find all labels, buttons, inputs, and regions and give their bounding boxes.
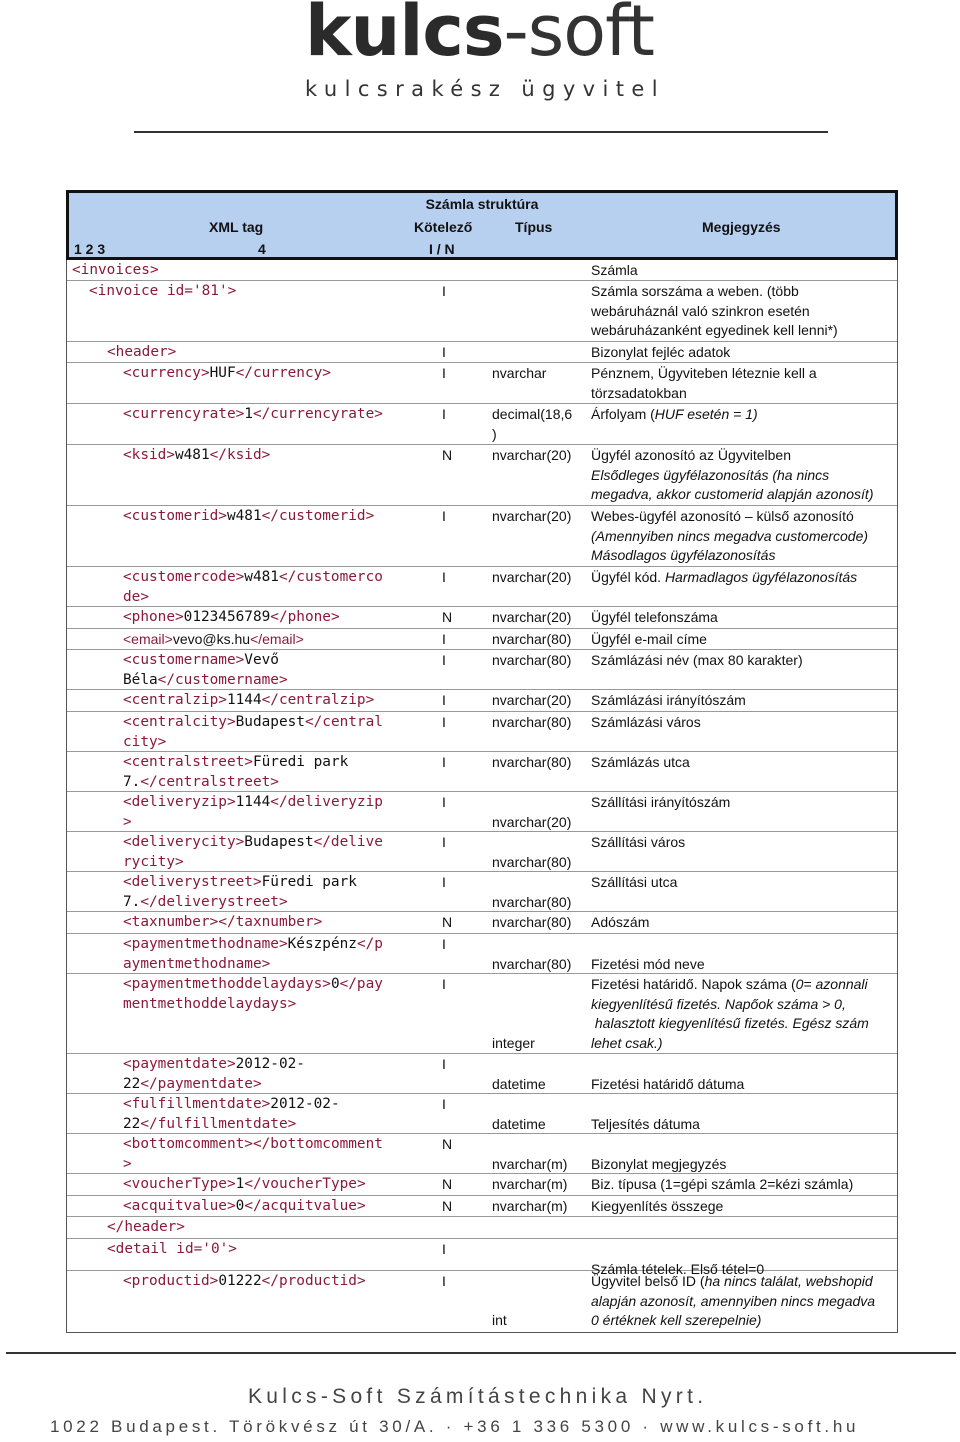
required-flag: I bbox=[442, 569, 446, 585]
xml-tag: <email>vevo@ks.hu</email> bbox=[123, 631, 304, 647]
table-title: Számla struktúra bbox=[425, 196, 539, 212]
note: Bizonylat fejléc adatok bbox=[591, 344, 731, 360]
note: Fizetési határidő dátuma bbox=[591, 1075, 745, 1092]
data-type: nvarchar(80) bbox=[492, 853, 572, 870]
col-required: Kötelező bbox=[414, 219, 473, 235]
note bbox=[591, 446, 897, 505]
table-row bbox=[67, 260, 897, 281]
table-row bbox=[67, 445, 897, 506]
required-flag: I bbox=[442, 1273, 446, 1289]
xml-tag: <customercode>w481</customerco de> bbox=[123, 569, 383, 605]
note: Ügyfél telefonszáma bbox=[591, 609, 718, 625]
table-row bbox=[67, 1217, 897, 1239]
note: Számlázási irányítószám bbox=[591, 692, 746, 708]
table-row bbox=[67, 934, 897, 974]
note: Számla bbox=[591, 262, 638, 278]
table-row bbox=[67, 712, 897, 752]
structure-table bbox=[66, 190, 898, 1333]
note: Pénznem, Ügyviteben léteznie kell a törzsadatokban bbox=[591, 365, 817, 401]
note-text: Árfolyam ( bbox=[591, 406, 655, 422]
required-flag: I bbox=[442, 1096, 446, 1112]
footer-company: Kulcs-Soft Számítástechnika Nyrt. bbox=[248, 1385, 708, 1408]
required-flag: I bbox=[442, 344, 446, 360]
required-flag: I bbox=[442, 652, 446, 668]
table-row bbox=[67, 690, 897, 712]
table-row bbox=[67, 1054, 897, 1094]
table-row bbox=[67, 506, 897, 567]
header-divider bbox=[134, 131, 828, 133]
table-row bbox=[67, 1094, 897, 1134]
data-type: int bbox=[492, 1312, 507, 1328]
xml-tag: <paymentdate>2012-02- 22</paymentdate> bbox=[123, 1056, 305, 1092]
xml-tag: <voucherType>1</voucherType> bbox=[123, 1176, 366, 1192]
data-type: datetime bbox=[492, 1075, 546, 1092]
note: Számlázási név (max 80 karakter) bbox=[591, 652, 803, 668]
required-flag: N bbox=[442, 1136, 453, 1152]
required-flag: N bbox=[442, 609, 453, 625]
data-type: nvarchar(20) bbox=[492, 609, 572, 625]
col-required-values: I / N bbox=[429, 241, 455, 257]
note bbox=[591, 507, 897, 566]
xml-tag: </header> bbox=[107, 1219, 185, 1235]
required-flag: I bbox=[442, 794, 446, 810]
note-text: Webes-ügyfél azonosító – külső azonosító bbox=[591, 508, 854, 524]
table-row bbox=[67, 629, 897, 650]
note: Szállítási város bbox=[591, 834, 686, 850]
note: Biz. típusa (1=gépi számla 2=kézi számla) bbox=[591, 1176, 854, 1192]
note: Ügyfél e-mail címe bbox=[591, 631, 707, 647]
table-row bbox=[67, 1239, 897, 1277]
xml-tag: <centralstreet>Füredi park 7.</centralstreet> bbox=[123, 754, 349, 790]
required-flag: I bbox=[442, 406, 446, 422]
required-flag: I bbox=[442, 1056, 446, 1072]
xml-tag: <acquitvalue>0</acquitvalue> bbox=[123, 1198, 366, 1214]
required-flag: I bbox=[442, 754, 446, 770]
note: Számlázás utca bbox=[591, 754, 690, 770]
note: Kiegyenlítés összege bbox=[591, 1198, 724, 1214]
table-row bbox=[67, 650, 897, 690]
required-flag: I bbox=[442, 508, 446, 524]
xml-tag: <deliverystreet>Füredi park 7.</deliverystreet> bbox=[123, 874, 357, 910]
required-flag: I bbox=[442, 936, 446, 952]
note: Számla sorszáma a weben. (több webáruháznál való szinkron esetén webáruházanként egyedinek kell lenni*) bbox=[591, 283, 838, 338]
data-type: nvarchar(20) bbox=[492, 813, 572, 830]
table-row bbox=[67, 607, 897, 629]
required-flag: I bbox=[442, 365, 446, 381]
table-row bbox=[67, 1196, 897, 1217]
required-flag: I bbox=[442, 976, 446, 992]
xml-tag: <currencyrate>1</currencyrate> bbox=[123, 406, 383, 422]
data-type: nvarchar(80) bbox=[492, 754, 572, 770]
table-row bbox=[67, 567, 897, 607]
col-level4: 4 bbox=[258, 241, 266, 257]
xml-tag: <bottomcomment></bottomcomment > bbox=[123, 1136, 383, 1172]
logo-tagline: kulcsrakész ügyvitel bbox=[305, 77, 665, 101]
table-row bbox=[67, 1271, 897, 1332]
required-flag: I bbox=[442, 874, 446, 890]
xml-tag: <taxnumber></taxnumber> bbox=[123, 914, 323, 930]
data-type: nvarchar(m) bbox=[492, 1176, 568, 1192]
note-text: Ügyfél kód. bbox=[591, 569, 665, 585]
data-type: nvarchar bbox=[492, 365, 547, 381]
note: Adószám bbox=[591, 914, 650, 930]
logo-wordmark: kulcs-soft bbox=[305, 0, 654, 72]
note-italic: (Amennyiben nincs megadva customercode) Másodlagos ügyfélazonosítás bbox=[591, 527, 869, 563]
note: Szállítási irányítószám bbox=[591, 794, 731, 810]
table-row bbox=[67, 832, 897, 872]
xml-tag: <invoice id='81'> bbox=[89, 283, 237, 299]
note: Számla tételek. Első tétel=0 bbox=[591, 1260, 765, 1277]
table-row bbox=[67, 281, 897, 342]
note-text: Ügyfél azonosító az Ügyvitelben bbox=[591, 447, 791, 463]
note-italic: HUF esetén = 1) bbox=[654, 406, 758, 422]
data-type: nvarchar(80) bbox=[492, 631, 572, 647]
table-row bbox=[67, 752, 897, 792]
table-row bbox=[67, 1134, 897, 1174]
table-row bbox=[67, 404, 897, 445]
table-row bbox=[67, 792, 897, 832]
table-header bbox=[66, 190, 898, 260]
xml-tag: <invoices> bbox=[72, 262, 159, 278]
required-flag: I bbox=[442, 714, 446, 730]
xml-tag: <productid>01222</productid> bbox=[123, 1273, 366, 1289]
data-type: nvarchar(m) bbox=[492, 1155, 568, 1172]
col-note: Megjegyzés bbox=[702, 219, 781, 235]
required-flag: N bbox=[442, 914, 453, 930]
xml-tag: <centralzip>1144</centralzip> bbox=[123, 692, 375, 708]
required-flag: I bbox=[442, 1241, 446, 1257]
note: Bizonylat megjegyzés bbox=[591, 1155, 727, 1172]
xml-tag: <deliveryzip>1144</deliveryzip > bbox=[123, 794, 383, 830]
col-xml-tag: XML tag bbox=[209, 219, 264, 235]
footer-address: 1022 Budapest. Törökvész út 30/A. · +36 1 336 5300 · www.kulcs-soft.hu bbox=[50, 1417, 860, 1436]
xml-tag: <customername>Vevő Béla</customername> bbox=[123, 652, 288, 688]
note: Fizetési mód neve bbox=[591, 955, 705, 972]
xml-tag: <fulfillmentdate>2012-02- 22</fulfillmentdate> bbox=[123, 1096, 340, 1132]
note bbox=[591, 1272, 897, 1331]
note-text: Fizetési határidő. Napok száma ( bbox=[591, 976, 796, 992]
note: Számlázási város bbox=[591, 714, 701, 730]
data-type: nvarchar(80) bbox=[492, 893, 572, 910]
xml-tag: <paymentmethoddelaydays>0</pay mentmethoddelaydays> bbox=[123, 976, 383, 1012]
xml-tag: <centralcity>Budapest</central city> bbox=[123, 714, 383, 750]
required-flag: N bbox=[442, 447, 453, 463]
xml-tag: <ksid>w481</ksid> bbox=[123, 447, 271, 463]
company-logo bbox=[0, 0, 960, 132]
data-type: integer bbox=[492, 1034, 535, 1051]
required-flag: I bbox=[442, 283, 446, 299]
note bbox=[591, 975, 897, 1053]
table-row bbox=[67, 912, 897, 934]
data-type: nvarchar(20) bbox=[492, 508, 572, 524]
data-type: nvarchar(20) bbox=[492, 692, 572, 708]
xml-tag: <paymentmethodname>Készpénz</p aymentmethodname> bbox=[123, 936, 383, 972]
table-row bbox=[67, 1174, 897, 1196]
xml-tag: <currency>HUF</currency> bbox=[123, 365, 331, 381]
note: Szállítási utca bbox=[591, 874, 678, 890]
data-type: datetime bbox=[492, 1115, 546, 1132]
table-row bbox=[67, 974, 897, 1054]
note bbox=[591, 405, 897, 425]
data-type: decimal(18,6 ) bbox=[492, 406, 573, 442]
data-type: nvarchar(80) bbox=[492, 914, 572, 930]
xml-tag: <deliverycity>Budapest</delive rycity> bbox=[123, 834, 383, 870]
data-type: nvarchar(80) bbox=[492, 714, 572, 730]
note-italic: Harmadlagos ügyfélazonosítás bbox=[664, 569, 858, 585]
required-flag: N bbox=[442, 1176, 453, 1192]
xml-tag: <phone>0123456789</phone> bbox=[123, 609, 340, 625]
data-type: nvarchar(80) bbox=[492, 652, 572, 668]
required-flag: N bbox=[442, 1198, 453, 1214]
xml-tag: <header> bbox=[107, 344, 177, 360]
note: Teljesítés dátuma bbox=[591, 1115, 700, 1132]
note-italic: 0= azonnali kiegyenlítésű fizetés. Napőok száma > 0, halasztott kiegyenlítésű fizetés. Egész szám lehet csak.) bbox=[591, 976, 869, 1051]
table-row bbox=[67, 363, 897, 404]
note-italic: ha nincs találat, webshopid alapján azonosít, amennyiben nincs megadva 0 értéknek kell szerepelnie) bbox=[591, 1273, 876, 1328]
required-flag: I bbox=[442, 692, 446, 708]
table-row bbox=[67, 872, 897, 912]
data-type: nvarchar(20) bbox=[492, 447, 572, 463]
col-type: Típus bbox=[515, 219, 553, 235]
footer-divider bbox=[6, 1352, 956, 1354]
required-flag: I bbox=[442, 834, 446, 850]
col-levels: 1 2 3 bbox=[74, 241, 106, 257]
xml-tag: <detail id='0'> bbox=[107, 1241, 237, 1257]
table-body bbox=[66, 260, 898, 1333]
data-type: nvarchar(80) bbox=[492, 955, 572, 972]
note bbox=[591, 568, 897, 588]
required-flag: I bbox=[442, 631, 446, 647]
table-row bbox=[67, 342, 897, 363]
xml-tag: <customerid>w481</customerid> bbox=[123, 508, 375, 524]
note-text: Ügyvitel belső ID ( bbox=[591, 1273, 705, 1289]
data-type: nvarchar(20) bbox=[492, 569, 572, 585]
note-italic: Elsődleges ügyfélazonosítás (ha nincs megadva, akkor customerid alapján azonosít) bbox=[591, 466, 874, 502]
data-type: nvarchar(m) bbox=[492, 1198, 568, 1214]
